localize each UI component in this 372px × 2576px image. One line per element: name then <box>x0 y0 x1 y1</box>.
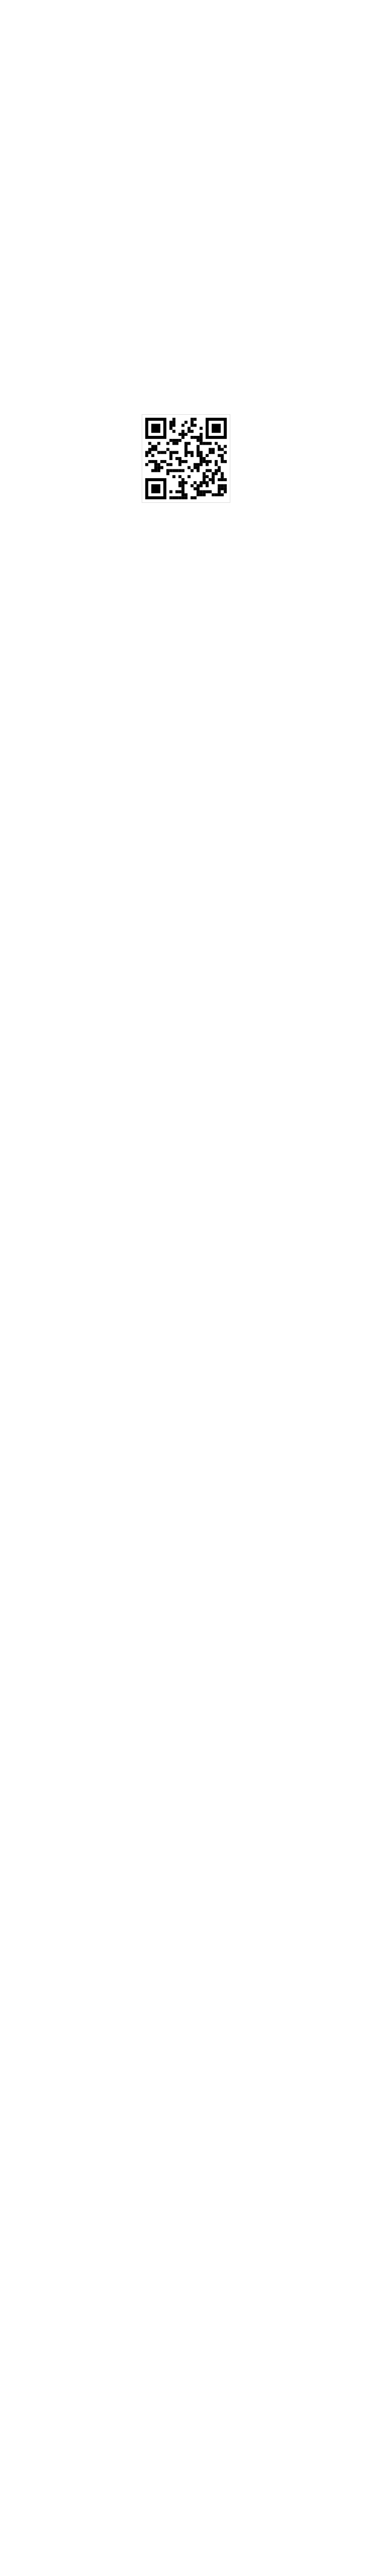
paragraph <box>23 23 349 38</box>
section-heading <box>23 59 349 74</box>
section-heading <box>23 1072 349 1087</box>
paragraph <box>23 728 349 744</box>
paragraph <box>23 204 349 219</box>
paragraph <box>23 1098 349 1114</box>
paragraph <box>23 910 349 925</box>
paragraph <box>23 1036 349 1051</box>
intro <box>23 23 349 38</box>
signature-date <box>23 1160 349 1176</box>
section-heading <box>23 149 349 165</box>
section-heading <box>23 646 349 662</box>
paragraph <box>23 519 349 535</box>
paragraph <box>23 267 349 282</box>
paragraph <box>23 86 349 101</box>
sections <box>23 59 349 1114</box>
section-heading <box>23 555 349 571</box>
paragraph <box>23 323 349 338</box>
paragraph <box>23 701 349 716</box>
paragraph <box>23 882 349 897</box>
qr-wrapper <box>23 414 349 503</box>
section-heading <box>23 359 349 374</box>
section-heading <box>23 1009 349 1024</box>
paragraph <box>23 610 349 625</box>
paragraph <box>23 295 349 310</box>
paragraph <box>23 819 349 835</box>
section-heading <box>23 855 349 871</box>
paragraph <box>23 791 349 807</box>
section-heading <box>23 240 349 256</box>
paragraph <box>23 973 349 988</box>
paragraph <box>23 385 349 401</box>
paragraph <box>23 176 349 192</box>
section-heading <box>23 946 349 961</box>
section-heading <box>23 765 349 780</box>
signature-block <box>23 1145 349 1176</box>
paragraph <box>23 113 349 129</box>
paragraph <box>23 582 349 598</box>
qr-code-icon <box>142 414 230 503</box>
signature-org <box>23 1145 349 1160</box>
paragraph <box>23 673 349 688</box>
